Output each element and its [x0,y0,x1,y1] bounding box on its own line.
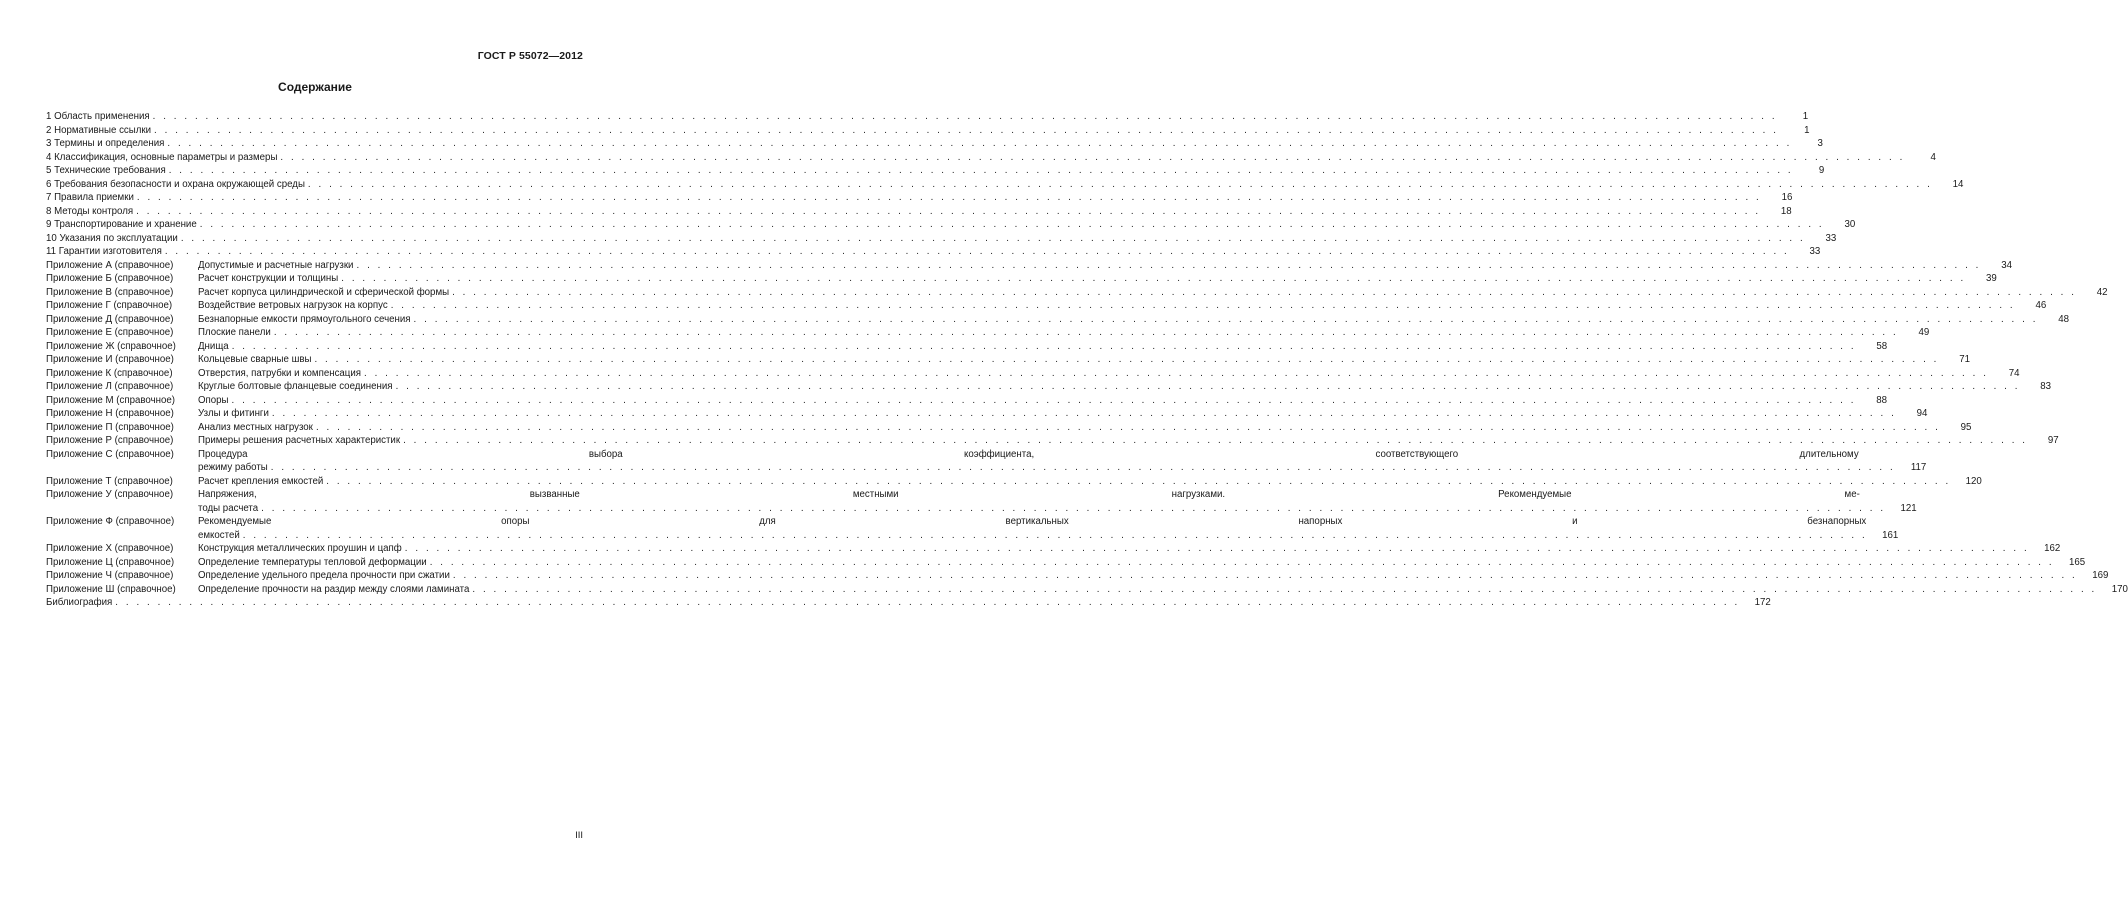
toc-entry-prefix: Приложение Р (справочное) [46,435,174,446]
toc-entry[interactable] [46,448,1927,475]
dot-leader [314,353,1939,367]
dot-leader [452,286,2077,300]
toc-entry[interactable] [46,124,1810,138]
toc-entry-title-continued: режиму работы [198,462,268,473]
dot-leader [137,191,1762,205]
dot-leader [396,380,2021,394]
toc-entry-prefix: Приложение П (справочное) [46,421,174,433]
table-of-contents [46,110,2128,610]
toc-entry-title: 2 Нормативные ссылки [46,124,152,136]
dot-leader [243,529,1868,543]
toc-entry-page: 71 [1959,354,1970,365]
toc-entry-page: 18 [1780,205,1792,217]
toc-entry-prefix: Приложение Х (справочное) [46,543,174,554]
toc-entry-prefix: Приложение Т (справочное) [46,475,173,487]
toc-entry[interactable] [46,164,1825,178]
toc-entry-prefix: Приложение У (справочное) [46,489,174,500]
toc-entry[interactable] [46,542,2061,556]
toc-entry-title: Анализ местных нагрузок [198,421,313,433]
toc-entry-title: Определение прочности на раздир между слоями ламината [198,583,470,595]
toc-entry-title: Конструкция металлических проушин и цапф [198,543,402,554]
toc-entry-title: Днища [198,340,229,352]
dot-leader [280,151,1905,165]
toc-entry[interactable] [46,178,1964,192]
toc-entry-title: 6 Требования безопасности и охрана окружающей среды [46,178,305,190]
toc-entry[interactable] [46,218,1856,232]
toc-entry-title: Отверстия, патрубки и компенсация [198,367,362,379]
toc-entry[interactable] [46,556,2086,570]
toc-entry-title: Расчет крепления емкостей [198,475,324,487]
toc-entry-page: 33 [1825,232,1837,244]
toc-entry-prefix: Приложение А (справочное) [46,259,174,271]
toc-entry-title: Узлы и фитинги [198,408,269,419]
toc-entry-title: Процедура выбора коэффициента, соответствующего длительному [198,448,1859,460]
toc-entry-prefix: Приложение Ш (справочное) [46,583,176,595]
toc-entry-page: 95 [1960,421,1972,433]
dot-leader [430,556,2055,570]
toc-entry-title: 5 Технические требования [46,165,166,176]
toc-entry-page: 165 [2069,556,2086,568]
toc-entry-prefix: Приложение Ч (справочное) [46,570,174,581]
toc-entry-page: 121 [1900,502,1917,514]
toc-entry-page: 172 [1754,597,1771,608]
toc-entry[interactable] [46,421,1972,435]
toc-entry-prefix: Приложение Б (справочное) [46,273,174,284]
toc-entry[interactable] [46,232,1837,246]
toc-entry[interactable] [46,299,2047,313]
dot-leader [453,569,2078,583]
toc-entry-title: Библиография [46,597,113,608]
toc-entry[interactable] [46,367,2020,381]
toc-entry-page: 88 [1876,394,1888,406]
dot-leader [364,367,1989,381]
toc-entry-prefix: Приложение С (справочное) [46,448,174,460]
toc-entry-title: 3 Термины и определения [46,138,165,149]
toc-entry-page: 94 [1916,408,1928,419]
dot-leader [154,124,1779,138]
toc-entry[interactable] [46,151,1936,165]
toc-entry[interactable] [46,488,1917,515]
toc-entry-page: 39 [1985,273,1997,284]
toc-entry-page: 46 [2035,300,2047,311]
toc-entry[interactable] [46,286,2108,300]
toc-entry[interactable] [46,110,1809,124]
toc-entry-page: 161 [1882,529,1899,541]
dot-leader [261,502,1886,516]
toc-entry-prefix: Приложение Ф (справочное) [46,516,175,527]
page-title: Содержание [278,80,352,94]
toc-entry[interactable] [46,245,1821,259]
toc-entry-page: 74 [2008,367,2020,379]
toc-entry-title: Расчет конструкции и толщины [198,273,339,284]
toc-entry-title: Допустимые и расчетные нагрузки [198,259,354,271]
toc-entry-title: 8 Методы контроля [46,205,134,217]
toc-entry[interactable] [46,340,1888,354]
toc-entry[interactable] [46,205,1792,219]
toc-entry-title: Примеры решения расчетных характеристик [198,435,401,446]
toc-entry-page: 58 [1876,340,1888,352]
toc-entry-prefix: Приложение М (справочное) [46,394,175,406]
toc-entry-page: 169 [2092,570,2109,581]
toc-entry-title: 10 Указания по эксплуатации [46,232,178,244]
toc-entry-prefix: Приложение Е (справочное) [46,327,174,338]
toc-entry-title: Безнапорные емкости прямоугольного сечения [198,313,411,325]
dot-leader [136,205,1761,219]
toc-entry-page: 49 [1918,327,1930,338]
dot-leader [274,326,1899,340]
toc-entry[interactable] [46,380,2052,394]
toc-entry[interactable] [46,272,1997,286]
toc-entry-title: Напряжения, вызванные местными нагрузками. Рекомендуемые ме- [198,489,1860,500]
dot-leader [115,596,1740,610]
toc-entry-title: 4 Классификация, основные параметры и размеры [46,151,278,163]
toc-entry-page: 48 [2058,313,2070,325]
toc-entry-prefix: Приложение В (справочное) [46,286,174,298]
dot-leader [414,313,2039,327]
toc-entry-page: 117 [1910,462,1927,473]
toc-entry-title: 1 Область применения [46,111,150,122]
dot-leader [341,272,1966,286]
toc-entry-title-continued: тоды расчета [198,502,259,514]
dot-leader [316,421,1941,435]
toc-entry-prefix: Приложение Г (справочное) [46,300,173,311]
toc-entry-title: Опоры [198,394,229,406]
dot-leader [271,461,1896,475]
dot-leader [356,259,1981,273]
toc-entry-prefix: Приложение Н (справочное) [46,408,174,419]
dot-leader [232,394,1857,408]
dot-leader [472,583,2097,597]
toc-entry-page: 34 [2001,259,2012,271]
toc-entry-page: 83 [2040,381,2052,392]
toc-entry-page: 1 [1802,111,1809,122]
toc-entry-page: 4 [1930,151,1936,163]
toc-entry[interactable] [46,353,1970,367]
dot-leader [169,164,1794,178]
toc-entry[interactable] [46,259,2012,273]
toc-entry[interactable] [46,515,1899,542]
dot-leader [403,434,2028,448]
toc-entry-prefix: Приложение Ж (справочное) [46,340,176,352]
dot-leader [232,340,1857,354]
toc-entry-page: 33 [1809,246,1821,257]
dot-leader [308,178,1933,192]
toc-entry[interactable] [46,394,1888,408]
toc-entry-title-continued: емкостей [198,529,240,541]
dot-leader [165,245,1790,259]
toc-entry-page: 16 [1781,192,1793,203]
toc-entry-page: 9 [1818,165,1825,176]
toc-entry-title: Расчет корпуса цилиндрической и сферической формы [198,286,450,298]
toc-entry-title: 7 Правила приемки [46,192,134,203]
toc-entry[interactable] [46,596,1771,610]
toc-entry-prefix: Приложение Д (справочное) [46,313,174,325]
dot-leader [181,232,1806,246]
toc-entry-title: Определение температуры тепловой деформации [198,556,427,568]
toc-entry[interactable] [46,475,1982,489]
toc-entry[interactable] [46,191,1793,205]
toc-entry-title: Рекомендуемые опоры для вертикальных напорных и безнапорных [198,516,1867,527]
dot-leader [167,137,1792,151]
toc-entry-page: 97 [2047,435,2059,446]
toc-entry[interactable] [46,434,2059,448]
dot-leader [405,542,2030,556]
toc-entry-prefix: Приложение И (справочное) [46,354,174,365]
toc-entry-page: 3 [1817,138,1823,149]
toc-entry-prefix: Приложение Ц (справочное) [46,556,175,568]
toc-entry-page: 162 [2044,543,2061,554]
toc-entry-page: 1 [1804,124,1810,136]
toc-entry-page: 170 [2111,583,2128,595]
toc-entry-title: Определение удельного предела прочности при сжатии [198,570,450,581]
toc-entry-page: 14 [1952,178,1964,190]
dot-leader [326,475,1951,489]
toc-entry-page: 30 [1844,219,1856,230]
toc-entry[interactable] [46,326,1930,340]
document-code: ГОСТ Р 55072—2012 [477,50,583,62]
toc-entry-title: Плоские панели [198,327,271,338]
dot-leader [153,110,1778,124]
toc-entry-prefix: Приложение К (справочное) [46,367,173,379]
toc-entry-page: 42 [2096,286,2108,298]
page-number: III [575,830,583,841]
toc-entry-prefix: Приложение Л (справочное) [46,381,174,392]
toc-entry-title: 9 Транспортирование и хранение [46,219,197,230]
toc-entry-page: 120 [1965,475,1982,487]
toc-entry-title: Воздействие ветровых нагрузок на корпус [198,300,388,311]
toc-entry[interactable] [46,137,1823,151]
toc-entry[interactable] [46,407,1928,421]
toc-entry-title: 11 Гарантии изготовителя [46,246,162,257]
toc-entry[interactable] [46,313,2070,327]
toc-entry-title: Круглые болтовые фланцевые соединения [198,381,393,392]
toc-entry[interactable] [46,583,2128,597]
dot-leader [391,299,2016,313]
dot-leader [272,407,1897,421]
dot-leader [200,218,1825,232]
toc-entry[interactable] [46,569,2109,583]
toc-entry-title: Кольцевые сварные швы [198,354,312,365]
